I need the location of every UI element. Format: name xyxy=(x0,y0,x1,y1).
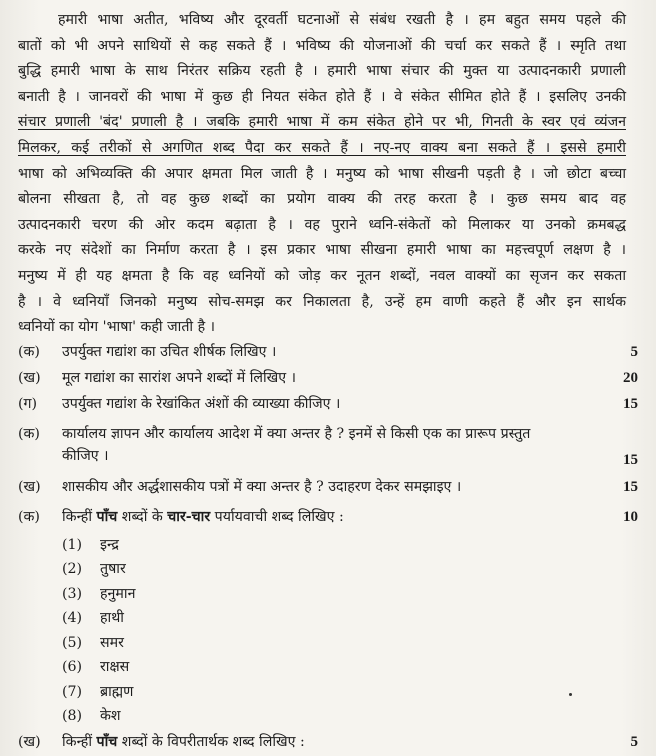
word-item xyxy=(62,558,126,580)
word-item xyxy=(62,632,124,654)
word-number: (7) xyxy=(62,684,83,700)
question-text-continued: कीजिए । xyxy=(62,448,109,464)
question-text: उपर्युक्त गद्यांश का उचित शीर्षक लिखिए । xyxy=(62,344,277,360)
question-text: कार्यालय ज्ञापन और कार्यालय आदेश में क्या अन्तर है ? इनमें से किसी एक का प्रारूप प्रस्तुत xyxy=(62,426,531,442)
question-text: उपर्युक्त गद्यांश के रेखांकित अंशों की व्याख्या कीजिए । xyxy=(62,396,341,412)
word-text: समर xyxy=(100,635,124,651)
passage-line: मनुष्य में ही यह क्षमता है कि वह ध्वनियों को जोड़ कर नूतन शब्दों, नवल वाक्यों का सृजन कर सकता xyxy=(18,267,626,284)
question-text-bold: पाँच xyxy=(96,734,118,750)
passage-line: है । वे ध्वनियाँ जिनको मनुष्य सोच-समझ कर निकालता है, उन्हें हम वाणी कहते हैं और इन सार्थक xyxy=(18,293,626,310)
passage-line: हमारी भाषा अतीत, भविष्य और दूरवर्ती घटनाओं से संबंध रखती है । हम बहुत समय पहले की xyxy=(58,12,626,28)
question-text-bold: चार-चार xyxy=(167,509,211,525)
question-text: शब्दों के xyxy=(117,509,168,525)
passage-line: बोलना सीखता है, तो वह कुछ शब्दों का प्रयोग वाक्य की तरह करता है । कुछ समय बाद वह xyxy=(18,191,626,208)
question-text: शासकीय और अर्द्धशासकीय पत्रों में क्या अन्तर है ? उदाहरण देकर समझाइए । xyxy=(62,479,462,495)
question-3a xyxy=(18,506,638,528)
question-1a xyxy=(18,341,638,363)
ink-speck xyxy=(569,693,572,696)
marks: 10 xyxy=(623,509,638,525)
question-label: (ग) xyxy=(18,396,38,412)
question-text: मूल गद्यांश का सारांश अपने शब्दों में लिखिए । xyxy=(62,370,297,386)
question-label: (ख) xyxy=(18,734,41,750)
word-number: (8) xyxy=(62,708,83,724)
word-text: हनुमान xyxy=(100,586,136,602)
word-text: इन्द्र xyxy=(100,537,119,553)
question-label: (क) xyxy=(18,509,40,525)
word-text: तुषार xyxy=(100,561,126,577)
passage-line: बुद्धि हमारी भाषा के साथ निरंतर सक्रिय रहती है । हमारी भाषा संचार की मुक्त या उत्पादनकारी प्रणाली xyxy=(18,63,626,80)
word-text: केश xyxy=(100,708,121,724)
passage xyxy=(18,8,626,341)
word-number: (6) xyxy=(62,659,83,675)
word-number: (3) xyxy=(62,586,83,602)
passage-line: बनाती है । जानवरों की भाषा में कुछ ही नियत संकेत होते हैं । वे संकेत सीमित होते हैं । इसलिए उनकी xyxy=(18,88,626,105)
question-2b xyxy=(18,476,638,498)
question-text: किन्हीं xyxy=(62,509,97,525)
marks: 15 xyxy=(623,396,638,412)
question-label: (ख) xyxy=(18,479,41,495)
question-label: (क) xyxy=(18,344,40,360)
marks: 15 xyxy=(623,479,638,495)
word-item xyxy=(62,681,133,703)
marks: 5 xyxy=(630,344,638,360)
passage-line: ध्वनियों का योग 'भाषा' कही जाती है । xyxy=(18,319,216,336)
question-1c xyxy=(18,393,638,415)
question-text: पर्यायवाची शब्द लिखिए : xyxy=(210,509,344,525)
question-1b xyxy=(18,367,638,389)
passage-line-underlined: मिलकर, कई तरीकों से अगणित शब्द पैदा कर सकते हैं । नए-नए वाक्य बना सकते हैं । इससे हमारी xyxy=(18,139,626,156)
passage-line: बातों को भी अपने साथियों से कह सकते हैं । भविष्य की योजनाओं की चर्चा कर सकते हैं । स्मृति तथा xyxy=(18,37,626,54)
word-text: हाथी xyxy=(100,610,124,626)
word-item xyxy=(62,583,135,605)
word-number: (5) xyxy=(62,635,83,651)
marks: 20 xyxy=(623,370,638,386)
question-text: किन्हीं xyxy=(62,734,97,750)
word-number: (4) xyxy=(62,610,83,626)
question-3b xyxy=(18,731,638,753)
passage-line: करके नए संदेशों का निर्माण करता है । इस प्रकार भाषा सीखना हमारी भाषा का महत्त्वपूर्ण लक्षण है । xyxy=(18,242,626,259)
word-item xyxy=(62,607,124,629)
word-text: ब्राह्मण xyxy=(100,684,134,700)
word-text: राक्षस xyxy=(100,659,130,675)
passage-line-underlined: संचार प्रणाली 'बंद' प्रणाली है । जबकि हमारी भाषा में कम संकेत होने पर भी, गिनती के स्वर एवं व्यंजन xyxy=(18,114,626,131)
word-item xyxy=(62,656,129,678)
marks: 15 xyxy=(623,452,638,468)
question-text: शब्दों के विपरीतार्थक शब्द लिखिए : xyxy=(117,734,305,750)
question-2a xyxy=(18,423,638,467)
passage-line: भाषा को अभिव्यक्ति की अपार क्षमता मिल जाती है । मनुष्य को भाषा सीखनी पड़ती है । जो छोटा बच्चा xyxy=(18,165,626,182)
word-item xyxy=(62,705,121,727)
word-item xyxy=(62,534,119,556)
word-number: (2) xyxy=(62,561,83,577)
question-text-bold: पाँच xyxy=(96,509,118,525)
marks: 5 xyxy=(630,734,638,750)
word-number: (1) xyxy=(62,537,83,553)
question-label: (क) xyxy=(18,426,40,442)
passage-line: उत्पादनकारी चरण की ओर कदम बढ़ाता है । वह पुराने ध्वनि-संकेतों को मिलाकर या उनको क्रमबद्ध xyxy=(18,216,626,233)
question-label: (ख) xyxy=(18,370,41,386)
